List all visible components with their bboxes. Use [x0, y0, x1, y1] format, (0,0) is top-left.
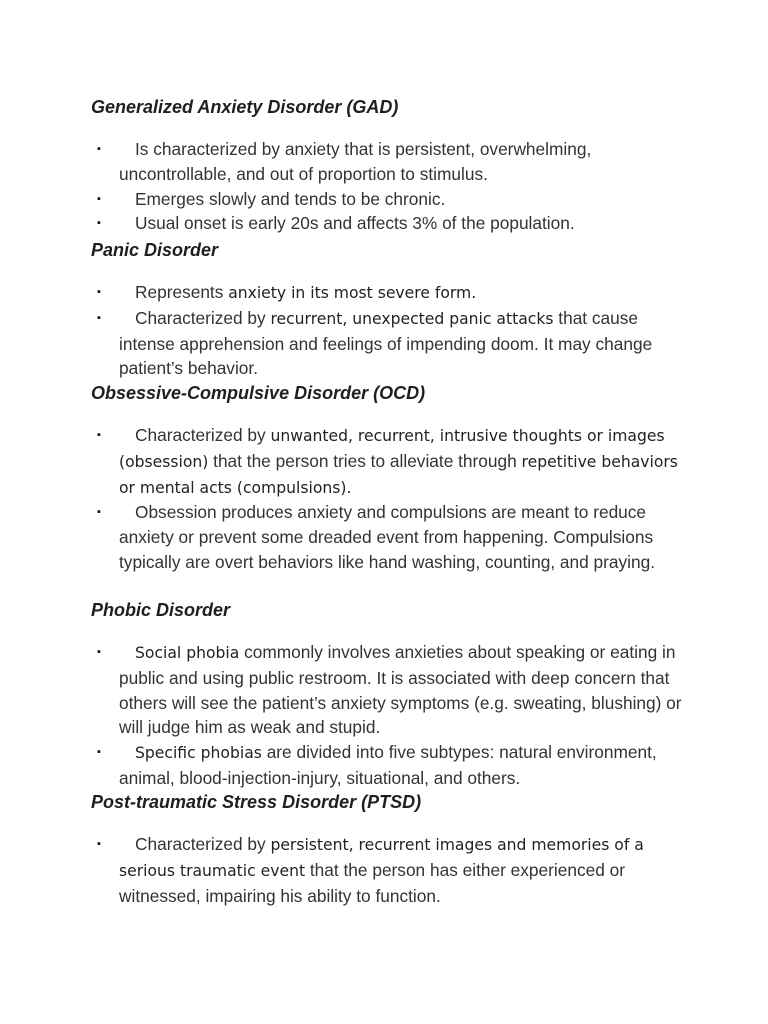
list-item — [91, 137, 691, 187]
list-item-text — [119, 740, 691, 791]
emphasized-text: anxiety in its most severe form. — [228, 284, 477, 302]
list-item-text — [119, 306, 691, 381]
body-text: that the person tries to alleviate through — [208, 450, 522, 471]
bullet-list — [91, 832, 691, 908]
list-item-text — [119, 640, 691, 740]
bullet-square-icon: ▪ — [97, 429, 101, 441]
body-text: that cause intense apprehension and feelings of impending doom. It may change patient’s behavior. — [119, 307, 653, 379]
bullet-list — [91, 423, 691, 575]
list-item — [91, 740, 691, 791]
bullet-square-icon: ▪ — [97, 311, 101, 324]
bullet-square-icon: ▪ — [97, 192, 101, 205]
emphasized-text: unwanted, recurrent, intrusive thoughts or images (obsession) — [119, 427, 665, 471]
body-text: Characterized by — [135, 425, 271, 445]
section-heading: Generalized Anxiety Disorder (GAD) — [91, 97, 399, 117]
emphasized-text: Social phobia — [135, 644, 240, 662]
emphasized-text: Specific phobias — [135, 744, 262, 763]
bullet-square-icon: ▪ — [97, 217, 101, 230]
section-heading: Post-traumatic Stress Disorder (PTSD) — [91, 792, 422, 812]
list-item-text — [119, 423, 691, 500]
body-text: Represents — [135, 282, 229, 302]
section-gad — [91, 95, 691, 236]
body-text: Is characterized by anxiety that is persistent, overwhelming, uncontrollable, and out of proportion to stimulus. — [119, 139, 592, 184]
list-item — [91, 280, 691, 306]
emphasized-text: repetitive behaviors or mental acts (compulsions). — [119, 452, 678, 497]
bullet-square-icon: ▪ — [97, 286, 101, 298]
bullet-square-icon: ▪ — [97, 838, 101, 850]
body-text: are divided into five subtypes: natural environment, animal, blood-injection-injury, situational, and others. — [119, 742, 657, 788]
list-item-text — [119, 832, 691, 908]
body-text: Characterized by — [135, 307, 271, 328]
bullet-square-icon: ▪ — [97, 646, 101, 658]
list-item — [91, 500, 691, 574]
body-text: Characterized by — [135, 834, 271, 854]
list-item — [91, 423, 691, 500]
body-text: Obsession produces anxiety and compulsions are meant to reduce anxiety or prevent some dreaded event from happening. Compulsions typically are overt behaviors like hand washing, counting, and praying. — [119, 502, 656, 572]
section-ptsd — [91, 790, 691, 908]
bullet-square-icon: ▪ — [97, 746, 101, 759]
body-text: Usual onset is early 20s and affects 3% of the population. — [135, 213, 575, 234]
emphasized-text: persistent, recurrent images and memories of a serious traumatic event — [119, 836, 644, 880]
list-item-text — [119, 280, 691, 306]
list-item-text — [119, 211, 691, 236]
list-item-text — [119, 137, 691, 187]
body-text: that the person has either experienced or witnessed, impairing his ability to function. — [119, 859, 625, 906]
bullet-square-icon: ▪ — [97, 143, 101, 155]
section-ocd — [91, 381, 691, 575]
section-heading: Phobic Disorder — [91, 600, 231, 620]
section-heading: Obsessive-Compulsive Disorder (OCD) — [91, 383, 426, 403]
list-item-text — [119, 187, 691, 212]
bullet-list — [91, 280, 691, 381]
bullet-square-icon: ▪ — [97, 506, 101, 519]
body-text: Emerges slowly and tends to be chronic. — [135, 188, 446, 209]
section-panic-disorder — [91, 238, 691, 381]
section-phobic-disorder — [91, 598, 691, 791]
list-item — [91, 832, 691, 908]
section-heading: Panic Disorder — [91, 240, 219, 260]
body-text: commonly involves anxieties about speaking or eating in public and using public restroom. It is associated with deep concern that others will see the patient’s anxiety symptoms (e.g. sweating, blushing) or will judge him as weak and stupid. — [119, 642, 682, 738]
list-item-text — [119, 500, 691, 574]
list-item — [91, 306, 691, 381]
bullet-list — [91, 137, 691, 236]
bullet-list — [91, 640, 691, 791]
list-item — [91, 211, 691, 236]
list-item — [91, 187, 691, 212]
emphasized-text: recurrent, unexpected panic attacks — [270, 309, 554, 328]
list-item — [91, 640, 691, 740]
